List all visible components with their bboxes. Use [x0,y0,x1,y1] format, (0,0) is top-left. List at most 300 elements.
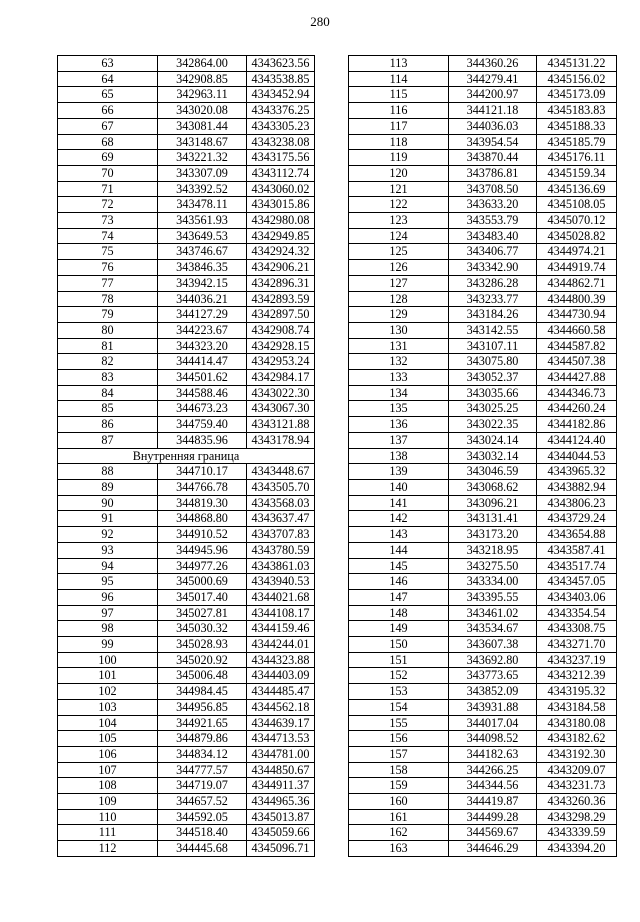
table-row [58,291,315,307]
coordinate-y: 4345108.05 [537,197,617,213]
point-number: 138 [349,448,449,464]
coordinate-x: 344036.03 [449,118,537,134]
table-row [349,511,617,527]
coordinate-x: 344834.12 [158,746,247,762]
table-row [58,338,315,354]
coordinate-y: 4343394.20 [537,841,617,857]
table-row [58,354,315,370]
coordinate-y: 4343260.36 [537,794,617,810]
coordinate-y: 4343182.62 [537,731,617,747]
coordinate-y: 4343403.06 [537,589,617,605]
table-row [349,527,617,543]
coordinate-x: 343096.21 [449,495,537,511]
coordinate-y: 4344427.88 [537,370,617,386]
point-number: 135 [349,401,449,417]
point-number: 136 [349,417,449,433]
table-row [58,370,315,386]
table-row [349,103,617,119]
coordinate-y: 4343707.83 [247,527,315,543]
coordinate-x: 344414.47 [158,354,247,370]
table-row [349,213,617,229]
coordinate-x: 344223.67 [158,322,247,338]
coordinate-x: 344121.18 [449,103,537,119]
coordinate-y: 4343623.56 [247,56,315,72]
table-row [58,527,315,543]
point-number: 124 [349,228,449,244]
table-row [58,213,315,229]
coordinate-x: 342864.00 [158,56,247,72]
point-number: 78 [58,291,158,307]
point-number: 101 [58,668,158,684]
coordinate-x: 345027.81 [158,605,247,621]
coordinate-y: 4342908.74 [247,322,315,338]
coordinate-x: 343173.20 [449,527,537,543]
coordinate-y: 4342928.15 [247,338,315,354]
point-number: 99 [58,637,158,653]
coordinate-x: 343184.26 [449,307,537,323]
coordinate-x: 344984.45 [158,684,247,700]
point-number: 149 [349,621,449,637]
point-number: 132 [349,354,449,370]
coordinate-x: 343406.77 [449,244,537,260]
coordinate-y: 4342897.50 [247,307,315,323]
point-number: 128 [349,291,449,307]
coordinate-y: 4344850.67 [247,762,315,778]
point-number: 79 [58,307,158,323]
point-number: 120 [349,165,449,181]
table-row [58,165,315,181]
table-row [349,417,617,433]
coordinate-y: 4342893.59 [247,291,315,307]
table-row [58,275,315,291]
coordinate-x: 344360.26 [449,56,537,72]
table-row [349,746,617,762]
point-number: 73 [58,213,158,229]
point-number: 103 [58,699,158,715]
point-number: 85 [58,401,158,417]
coordinate-y: 4345059.66 [247,825,315,841]
coordinate-y: 4343192.30 [537,746,617,762]
coordinate-y: 4343175.56 [247,150,315,166]
left-table-body [58,56,315,857]
point-number: 102 [58,684,158,700]
point-number: 95 [58,574,158,590]
coordinate-y: 4343376.25 [247,103,315,119]
coordinate-x: 344766.78 [158,479,247,495]
table-row [349,260,617,276]
coordinate-y: 4343448.67 [247,464,315,480]
table-row [58,118,315,134]
coordinate-y: 4345070.12 [537,213,617,229]
coordinate-y: 4343568.03 [247,495,315,511]
coordinate-y: 4343806.23 [537,495,617,511]
coordinate-x: 343035.66 [449,385,537,401]
coordinate-y: 4343209.07 [537,762,617,778]
point-number: 91 [58,511,158,527]
point-number: 66 [58,103,158,119]
coordinate-y: 4343517.74 [537,558,617,574]
coordinate-x: 344344.56 [449,778,537,794]
point-number: 129 [349,307,449,323]
table-row [58,605,315,621]
coordinate-y: 4344260.24 [537,401,617,417]
table-row [58,652,315,668]
point-number: 63 [58,56,158,72]
point-number: 75 [58,244,158,260]
point-number: 158 [349,762,449,778]
point-number: 110 [58,809,158,825]
point-number: 87 [58,432,158,448]
coordinate-x: 343046.59 [449,464,537,480]
coordinate-y: 4345131.22 [537,56,617,72]
coordinate-x: 343633.20 [449,197,537,213]
coordinate-y: 4344919.74 [537,260,617,276]
coordinate-x: 343395.55 [449,589,537,605]
point-number: 77 [58,275,158,291]
coordinate-x: 343068.62 [449,479,537,495]
point-number: 113 [349,56,449,72]
table-row [349,432,617,448]
coordinate-x: 343148.67 [158,134,247,150]
point-number: 151 [349,652,449,668]
coordinate-x: 344719.07 [158,778,247,794]
table-row [58,699,315,715]
coordinate-x: 343275.50 [449,558,537,574]
point-number: 100 [58,652,158,668]
coordinate-x: 343746.67 [158,244,247,260]
coordinate-y: 4343112.74 [247,165,315,181]
coordinate-x: 343786.81 [449,165,537,181]
coordinate-y: 4343861.03 [247,558,315,574]
point-number: 94 [58,558,158,574]
coordinate-x: 343846.35 [158,260,247,276]
coordinate-x: 344657.52 [158,794,247,810]
point-number: 157 [349,746,449,762]
table-row [58,71,315,87]
coordinate-y: 4342953.24 [247,354,315,370]
coordinate-x: 345017.40 [158,589,247,605]
coordinate-x: 343942.15 [158,275,247,291]
coordinate-x: 344710.17 [158,464,247,480]
table-row [58,417,315,433]
table-row [349,762,617,778]
coordinate-x: 343025.25 [449,401,537,417]
point-number: 92 [58,527,158,543]
coordinate-y: 4343780.59 [247,542,315,558]
point-number: 123 [349,213,449,229]
point-number: 81 [58,338,158,354]
table-row [349,809,617,825]
table-row [58,621,315,637]
coordinate-y: 4345188.33 [537,118,617,134]
coordinate-x: 343392.52 [158,181,247,197]
table-row [349,621,617,637]
point-number: 93 [58,542,158,558]
point-number: 121 [349,181,449,197]
table-row [58,150,315,166]
coordinate-y: 4342984.17 [247,370,315,386]
table-row [349,574,617,590]
coordinate-x: 343233.77 [449,291,537,307]
coordinate-y: 4344182.86 [537,417,617,433]
table-row [58,825,315,841]
table-row [349,322,617,338]
coordinate-x: 344835.96 [158,432,247,448]
coordinate-x: 344569.67 [449,825,537,841]
point-number: 98 [58,621,158,637]
point-number: 147 [349,589,449,605]
coordinate-x: 344879.86 [158,731,247,747]
point-number: 76 [58,260,158,276]
table-row [58,307,315,323]
coordinate-y: 4343940.53 [247,574,315,590]
coordinate-x: 343107.11 [449,338,537,354]
coordinate-x: 344588.46 [158,385,247,401]
coordinate-x: 343022.35 [449,417,537,433]
coordinate-y: 4345096.71 [247,841,315,857]
coordinate-x: 345020.92 [158,652,247,668]
coordinate-x: 344501.62 [158,370,247,386]
point-number: 133 [349,370,449,386]
coordinate-x: 344868.80 [158,511,247,527]
coordinate-x: 343534.67 [449,621,537,637]
coordinate-x: 343708.50 [449,181,537,197]
table-row [349,291,617,307]
coordinate-y: 4344660.58 [537,322,617,338]
table-row [58,385,315,401]
point-number: 109 [58,794,158,810]
point-number: 106 [58,746,158,762]
coordinate-y: 4344911.37 [247,778,315,794]
table-row [58,794,315,810]
coordinate-x: 344956.85 [158,699,247,715]
point-number: 105 [58,731,158,747]
coordinate-x: 343218.95 [449,542,537,558]
point-number: 88 [58,464,158,480]
table-row [349,150,617,166]
table-row [58,731,315,747]
coordinate-y: 4343212.39 [537,668,617,684]
coordinate-y: 4343237.19 [537,652,617,668]
point-number: 126 [349,260,449,276]
point-number: 114 [349,71,449,87]
table-row [58,432,315,448]
table-row [58,542,315,558]
point-number: 137 [349,432,449,448]
table-row [349,794,617,810]
coordinate-y: 4344587.82 [537,338,617,354]
page-number: 280 [310,14,330,29]
point-number: 155 [349,715,449,731]
coordinate-x: 344323.20 [158,338,247,354]
coordinate-y: 4343305.23 [247,118,315,134]
point-number: 160 [349,794,449,810]
coordinate-y: 4344862.71 [537,275,617,291]
coordinate-y: 4343015.86 [247,197,315,213]
coordinate-x: 343334.00 [449,574,537,590]
point-number: 131 [349,338,449,354]
table-row [58,401,315,417]
right-table-body [349,56,617,857]
table-row [349,558,617,574]
coordinate-y: 4344965.36 [247,794,315,810]
coordinate-y: 4342980.08 [247,213,315,229]
table-row [58,637,315,653]
coordinate-x: 345006.48 [158,668,247,684]
table-row [349,731,617,747]
table-row [349,715,617,731]
coordinate-y: 4344974.21 [537,244,617,260]
coordinate-y: 4343654.88 [537,527,617,543]
table-row [349,699,617,715]
point-number: 153 [349,684,449,700]
table-row [58,746,315,762]
table-row [349,637,617,653]
table-row [58,322,315,338]
point-number: 70 [58,165,158,181]
coordinate-y: 4343060.02 [247,181,315,197]
point-number: 116 [349,103,449,119]
point-number: 115 [349,87,449,103]
table-row [58,495,315,511]
table-row [58,762,315,778]
point-number: 65 [58,87,158,103]
point-number: 162 [349,825,449,841]
table-row [349,134,617,150]
point-number: 84 [58,385,158,401]
coordinate-y: 4345156.02 [537,71,617,87]
point-number: 82 [58,354,158,370]
coordinate-x: 345000.69 [158,574,247,590]
coordinate-y: 4344507.38 [537,354,617,370]
point-number: 152 [349,668,449,684]
coordinate-x: 343131.41 [449,511,537,527]
coordinate-x: 344673.23 [158,401,247,417]
coordinate-y: 4343308.75 [537,621,617,637]
coordinate-y: 4343505.70 [247,479,315,495]
coordinate-y: 4343121.88 [247,417,315,433]
coordinate-y: 4343231.73 [537,778,617,794]
coordinate-x: 344419.87 [449,794,537,810]
coordinates-table-left [57,55,315,857]
coordinate-y: 4343538.85 [247,71,315,87]
point-number: 139 [349,464,449,480]
point-number: 86 [58,417,158,433]
table-row [349,71,617,87]
coordinate-x: 343286.28 [449,275,537,291]
coordinate-y: 4343298.29 [537,809,617,825]
coordinate-x: 343032.14 [449,448,537,464]
coordinates-table-right [348,55,617,857]
coordinate-y: 4344124.40 [537,432,617,448]
point-number: 117 [349,118,449,134]
point-number: 80 [58,322,158,338]
coordinate-y: 4344108.17 [247,605,315,621]
table-row [349,354,617,370]
table-row [349,165,617,181]
point-number: 90 [58,495,158,511]
point-number: 72 [58,197,158,213]
table-row [58,181,315,197]
coordinate-y: 4343022.30 [247,385,315,401]
table-row [58,589,315,605]
table-row [349,684,617,700]
coordinate-y: 4343637.47 [247,511,315,527]
table-row [349,464,617,480]
coordinate-x: 343649.53 [158,228,247,244]
coordinate-x: 343852.09 [449,684,537,700]
point-number: 71 [58,181,158,197]
section-header-row [58,448,315,464]
table-row [58,228,315,244]
coordinate-x: 344921.65 [158,715,247,731]
coordinate-y: 4344639.17 [247,715,315,731]
coordinate-x: 344819.30 [158,495,247,511]
coordinate-x: 344592.05 [158,809,247,825]
coordinate-y: 4343882.94 [537,479,617,495]
coordinate-x: 343052.37 [449,370,537,386]
coordinate-y: 4344323.88 [247,652,315,668]
coordinate-y: 4344730.94 [537,307,617,323]
point-number: 97 [58,605,158,621]
table-row [58,809,315,825]
coordinate-x: 343954.54 [449,134,537,150]
coordinate-x: 343461.02 [449,605,537,621]
coordinate-x: 344182.63 [449,746,537,762]
point-number: 96 [58,589,158,605]
table-row [58,464,315,480]
point-number: 74 [58,228,158,244]
coordinate-x: 343342.90 [449,260,537,276]
coordinate-y: 4344159.46 [247,621,315,637]
table-row [58,511,315,527]
coordinate-x: 344036.21 [158,291,247,307]
coordinate-y: 4343457.05 [537,574,617,590]
coordinate-y: 4344562.18 [247,699,315,715]
point-number: 112 [58,841,158,857]
point-number: 141 [349,495,449,511]
point-number: 122 [349,197,449,213]
coordinate-y: 4344403.09 [247,668,315,684]
coordinate-y: 4345185.79 [537,134,617,150]
coordinate-x: 342963.11 [158,87,247,103]
table-row [349,589,617,605]
coordinate-x: 344499.28 [449,809,537,825]
coordinate-x: 343081.44 [158,118,247,134]
table-row [349,181,617,197]
point-number: 146 [349,574,449,590]
coordinate-y: 4343067.30 [247,401,315,417]
coordinate-x: 343692.80 [449,652,537,668]
coordinate-y: 4343238.08 [247,134,315,150]
coordinate-y: 4343195.32 [537,684,617,700]
coordinate-y: 4344781.00 [247,746,315,762]
coordinate-y: 4344800.39 [537,291,617,307]
point-number: 134 [349,385,449,401]
point-number: 104 [58,715,158,731]
table-row [349,87,617,103]
coordinate-y: 4343271.70 [537,637,617,653]
table-row [349,652,617,668]
coordinate-y: 4343587.41 [537,542,617,558]
coordinate-y: 4344044.53 [537,448,617,464]
coordinate-y: 4343354.54 [537,605,617,621]
point-number: 154 [349,699,449,715]
coordinate-y: 4345176.11 [537,150,617,166]
coordinate-y: 4345013.87 [247,809,315,825]
table-row [58,244,315,260]
point-number: 111 [58,825,158,841]
